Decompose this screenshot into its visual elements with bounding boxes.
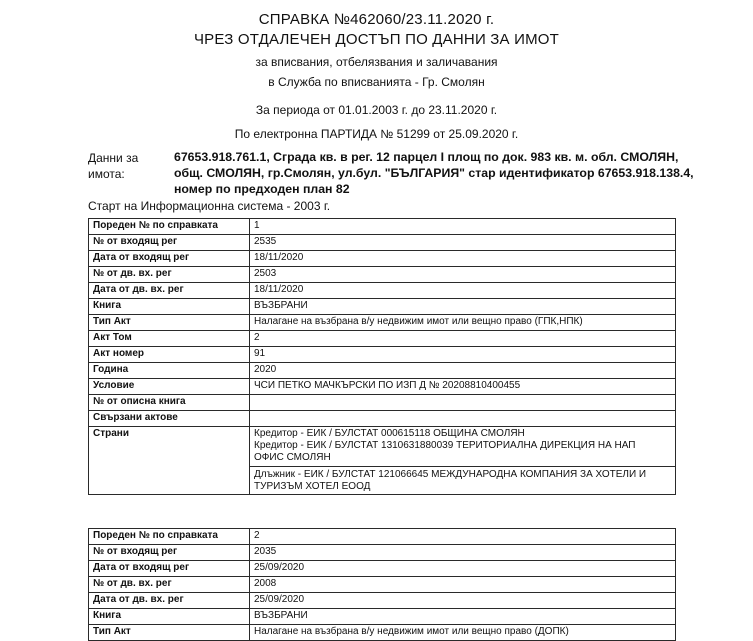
document-scope: за вписвания, отбелязвания и заличавания bbox=[255, 55, 498, 69]
table-row bbox=[89, 427, 676, 495]
field-value: 25/09/2020 bbox=[250, 561, 676, 577]
field-label: Дата от дв. вх. рег bbox=[89, 283, 250, 299]
field-value: 2 bbox=[250, 331, 676, 347]
field-label: Страни bbox=[89, 427, 250, 495]
field-value: ВЪЗБРАНИ bbox=[250, 299, 676, 315]
table-row bbox=[89, 347, 676, 363]
table-row bbox=[89, 331, 676, 347]
field-label: № от дв. вх. рег bbox=[89, 267, 250, 283]
table-row bbox=[89, 315, 676, 331]
record-table-1 bbox=[88, 218, 676, 495]
field-label: Акт номер bbox=[89, 347, 250, 363]
field-value: 2 bbox=[250, 529, 676, 545]
table-row bbox=[89, 395, 676, 411]
table-row bbox=[89, 545, 676, 561]
field-label: Пореден № по справката bbox=[89, 529, 250, 545]
registry-office: в Служба по вписванията - Гр. Смолян bbox=[268, 75, 485, 89]
table-row bbox=[89, 219, 676, 235]
parties-cell bbox=[250, 427, 676, 495]
field-label: Книга bbox=[89, 299, 250, 315]
system-start-note: Старт на Информационна система - 2003 г. bbox=[88, 199, 331, 213]
party-divider bbox=[250, 466, 675, 467]
table-row bbox=[89, 363, 676, 379]
field-label: № от дв. вх. рег bbox=[89, 577, 250, 593]
field-value: 91 bbox=[250, 347, 676, 363]
table-row bbox=[89, 411, 676, 427]
property-description: 67653.918.761.1, Сграда кв. в рег. 12 парцел I площ по док. 983 кв. м. обл. СМОЛЯН, общ. СМОЛЯН, гр.Смолян, ул.бул. "БЪЛГАРИЯ" стар идентификатор 67653.918.138.4, номер по предходен план 82 bbox=[174, 150, 694, 196]
field-value bbox=[250, 411, 676, 427]
table-row bbox=[89, 593, 676, 609]
table-row bbox=[89, 625, 676, 641]
field-label: № от входящ рег bbox=[89, 235, 250, 251]
table-row bbox=[89, 267, 676, 283]
table-row bbox=[89, 251, 676, 267]
field-label: № от описна книга bbox=[89, 395, 250, 411]
party-line: Кредитор - ЕИК / БУЛСТАТ 000615118 ОБЩИНА СМОЛЯН bbox=[254, 428, 525, 439]
field-value: Налагане на възбрана в/у недвижим имот или вещно право (ГПК,НПК) bbox=[250, 315, 676, 331]
party-line: ОФИС СМОЛЯН bbox=[254, 452, 331, 463]
field-label: Условие bbox=[89, 379, 250, 395]
field-value: 2008 bbox=[250, 577, 676, 593]
field-value: 2035 bbox=[250, 545, 676, 561]
table-row bbox=[89, 299, 676, 315]
field-label: Дата от дв. вх. рег bbox=[89, 593, 250, 609]
document-title: СПРАВКА №462060/23.11.2020 г. bbox=[258, 11, 495, 28]
table-row bbox=[89, 235, 676, 251]
field-label: Дата от входящ рег bbox=[89, 561, 250, 577]
table-row bbox=[89, 561, 676, 577]
party-line: Длъжник - ЕИК / БУЛСТАТ 121066645 МЕЖДУНАРОДНА КОМПАНИЯ ЗА ХОТЕЛИ И bbox=[254, 469, 647, 480]
field-value: 2535 bbox=[250, 235, 676, 251]
field-label: Свързани актове bbox=[89, 411, 250, 427]
record-table-2 bbox=[88, 528, 676, 641]
field-value: 1 bbox=[250, 219, 676, 235]
field-value: 2503 bbox=[250, 267, 676, 283]
field-label: Тип Акт bbox=[89, 315, 250, 331]
field-label: Година bbox=[89, 363, 250, 379]
table-row bbox=[89, 609, 676, 625]
document-subtitle: ЧРЕЗ ОТДАЛЕЧЕН ДОСТЪП ПО ДАННИ ЗА ИМОТ bbox=[193, 31, 560, 48]
field-label: Акт Том bbox=[89, 331, 250, 347]
party-line: ТУРИЗЪМ ХОТЕЛ ЕООД bbox=[254, 481, 371, 492]
partida-line: По електронна ПАРТИДА № 51299 от 25.09.2020 г. bbox=[234, 127, 519, 141]
table-row bbox=[89, 283, 676, 299]
property-label: Данни за имота: bbox=[88, 151, 139, 181]
field-value: 2020 bbox=[250, 363, 676, 379]
field-value: ВЪЗБРАНИ bbox=[250, 609, 676, 625]
field-value bbox=[250, 395, 676, 411]
table-row bbox=[89, 379, 676, 395]
field-value: 18/11/2020 bbox=[250, 283, 676, 299]
field-value: 18/11/2020 bbox=[250, 251, 676, 267]
period-line: За периода от 01.01.2003 г. до 23.11.2020 г. bbox=[255, 103, 498, 117]
field-label: Тип Акт bbox=[89, 625, 250, 641]
table-row bbox=[89, 577, 676, 593]
field-value: ЧСИ ПЕТКО МАЧКЪРСКИ ПО ИЗП Д № 20208810400455 bbox=[250, 379, 676, 395]
field-value: Налагане на възбрана в/у недвижим имот или вещно право (ДОПК) bbox=[250, 625, 676, 641]
party-line: Кредитор - ЕИК / БУЛСТАТ 1310631880039 ТЕРИТОРИАЛНА ДИРЕКЦИЯ НА НАП bbox=[254, 440, 636, 451]
table-row bbox=[89, 529, 676, 545]
field-value: 25/09/2020 bbox=[250, 593, 676, 609]
field-label: № от входящ рег bbox=[89, 545, 250, 561]
field-label: Пореден № по справката bbox=[89, 219, 250, 235]
field-label: Дата от входящ рег bbox=[89, 251, 250, 267]
field-label: Книга bbox=[89, 609, 250, 625]
